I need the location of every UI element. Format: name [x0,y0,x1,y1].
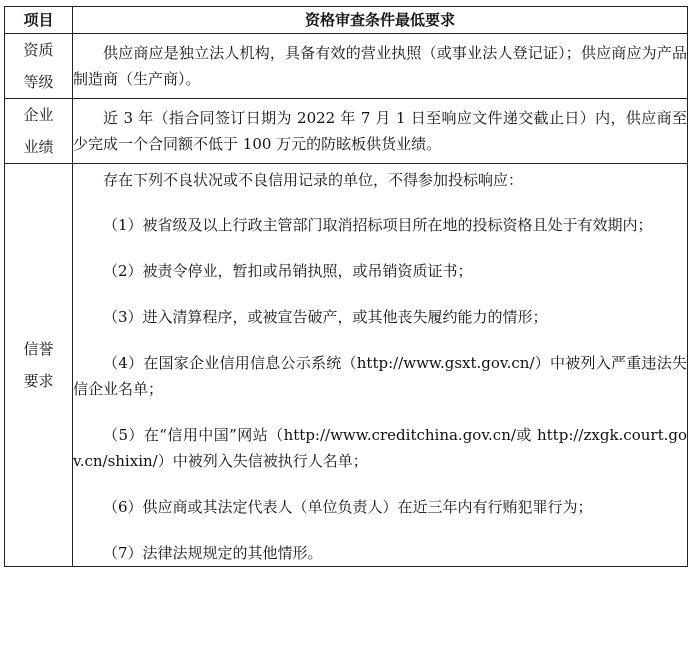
credit-item-5: （5）在“信用中国”网站（http://www.creditchina.gov.cn/或 http://zxgk.court.gov.cn/shixin/）中被列入失信被执行人名单； [73,426,687,470]
row-content-credit [73,164,688,567]
qualification-table [4,6,688,567]
qualification-text: 供应商应是独立法人机构，具备有效的营业执照（或事业法人登记证）；供应商应为产品制造商（生产商）。 [73,44,687,88]
credit-item-2: （2）被责令停业，暂扣或吊销执照，或吊销资质证书； [103,262,473,280]
row-content-qualification [73,34,688,99]
credit-item-1: （1）被省级及以上行政主管部门取消招标项目所在地的投标资格且处于有效期内； [103,216,653,234]
credit-item-3: （3）进入清算程序，或被宣告破产，或其他丧失履约能力的情形； [103,308,548,326]
credit-item-7: （7）法律法规规定的其他情形。 [103,544,323,562]
table-row-performance [5,99,688,164]
performance-text: 近 3 年（指合同签订日期为 2022 年 7 月 1 日至响应文件递交截止日）内，供应商至少完成一个合同额不低于 100 万元的防眩板供货业绩。 [73,109,687,153]
row-label-performance: 企业 业绩 [5,99,73,164]
table-row-qualification [5,34,688,99]
header-item: 项目 [5,7,73,34]
table-row-credit [5,164,688,567]
credit-intro-text: 存在下列不良状况或不良信用记录的单位，不得参加投标响应： [103,171,524,189]
row-label-qualification: 资质 等级 [5,34,73,99]
row-content-performance [73,99,688,164]
table-header-row [5,7,688,34]
credit-item-4: （4）在国家企业信用信息公示系统（http://www.gsxt.gov.cn/）中被列入严重违法失信企业名单； [73,354,687,398]
credit-item-6: （6）供应商或其法定代表人（单位负责人）在近三年内有行贿犯罪行为； [103,498,593,516]
row-label-credit: 信誉 要求 [5,164,73,567]
header-requirement: 资格审查条件最低要求 [73,7,688,34]
